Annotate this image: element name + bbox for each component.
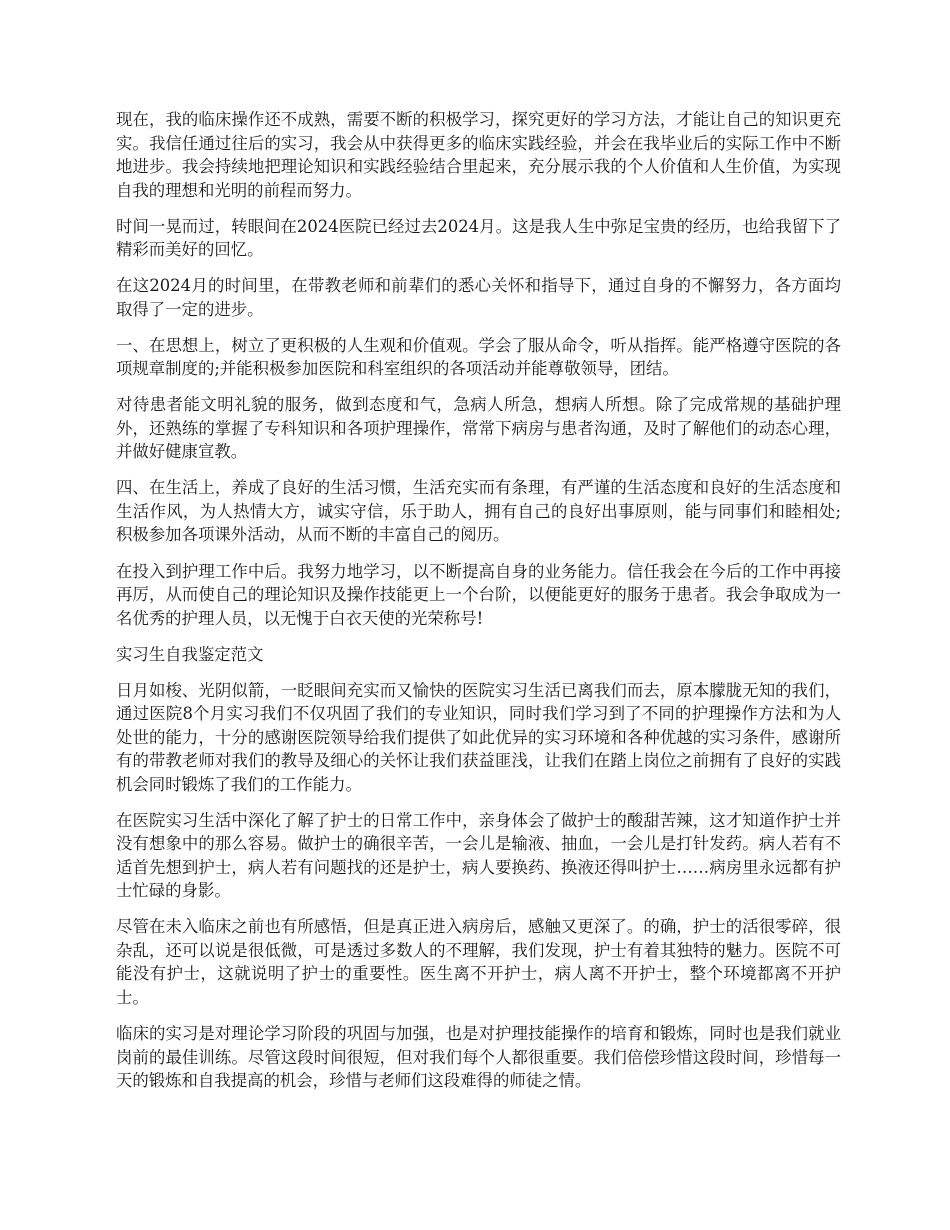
paragraph: 在这2024月的时间里，在带教老师和前辈们的悉心关怀和指导下，通过自身的不懈努力，各方面均取得了一定的进步。 (116, 276, 841, 319)
paragraph: 在投入到护理工作中后。我努力地学习，以不断提高自身的业务能力。信任我会在今后的工作中再接再厉，从而使自己的理论知识及操作技能更上一个台阶，以便能更好的服务于患者。我会争取成为一名优秀的护理人员，以无愧于白衣天使的光荣称号! (116, 561, 841, 628)
document-body (116, 108, 841, 1105)
paragraph: 四、在生活上，养成了良好的生活习惯，生活充实而有条理，有严谨的生活态度和良好的生活态度和生活作风，为人热情大方，诚实守信，乐于助人，拥有自己的良好出事原则，能与同事们和睦相处;积极参加各项课外活动，从而不断的丰富自己的阅历。 (116, 478, 841, 545)
paragraph: 临床的实习是对理论学习阶段的巩固与加强，也是对护理技能操作的培育和锻炼，同时也是我们就业岗前的最佳训练。尽管这段时间很短，但对我们每个人都很重要。我们倍偿珍惜这段时间，珍惜每一天的锻炼和自我提高的机会，珍惜与老师们这段难得的师徒之情。 (116, 1024, 841, 1091)
paragraph: 尽管在未入临床之前也有所感悟，但是真正进入病房后，感触又更深了。的确，护士的活很零碎，很杂乱，还可以说是很低微，可是透过多数人的不理解，我们发现，护士有着其独特的魅力。医院不可能没有护士，这就说明了护士的重要性。医生离不开护士，病人离不开护士，整个环境都离不开护士。 (116, 917, 841, 1007)
paragraph: 现在，我的临床操作还不成熟，需要不断的积极学习，探究更好的学习方法，才能让自己的知识更充实。我信任通过往后的实习，我会从中获得更多的临床实践经验，并会在我毕业后的实际工作中不断地进步。我会持续地把理论知识和实践经验结合里起来，充分展示我的个人价值和人生价值，为实现自我的理想和光明的前程而努力。 (116, 110, 841, 200)
section-heading: 实习生自我鉴定范文 (116, 644, 264, 664)
paragraph: 对待患者能文明礼貌的服务，做到态度和气，急病人所急，想病人所想。除了完成常规的基础护理外，还熟练的掌握了专科知识和各项护理操作，常常下病房与患者沟通，及时了解他们的动态心理，并做好健康宣教。 (116, 395, 841, 462)
paragraph: 时间一晃而过，转眼间在2024医院已经过去2024月。这是我人生中弥足宝贵的经历，也给我留下了精彩而美好的回忆。 (116, 216, 841, 260)
paragraph: 一、在思想上，树立了更积极的人生观和价值观。学会了服从命令，听从指挥。能严格遵守医院的各项规章制度的;并能积极参加医院和科室组织的各项活动并能尊敬领导，团结。 (116, 335, 841, 379)
paragraph: 在医院实习生活中深化了解了护士的日常工作中，亲身体会了做护士的酸甜苦辣，这才知道作护士并没有想象中的那么容易。做护士的确很辛苦，一会儿是输液、抽血，一会儿是打针发药。病人若有不适首先想到护士，病人若有问题找的还是护士，病人要换药、换液还得叫护士……病房里永远都有护士忙碌的身影。 (116, 810, 841, 901)
paragraph: 日月如梭、光阴似箭，一眨眼间充实而又愉快的医院实习生活已离我们而去，原本朦胧无知的我们，通过医院8个月实习我们不仅巩固了我们的专业知识，同时我们学习到了不同的护理操作方法和为人处世的能力，十分的感谢医院领导给我们提供了如此优异的实习环境和各种优越的实习条件，感谢所有的带教老师对我们的教导及细心的关怀让我们获益匪浅，让我们在踏上岗位之前拥有了良好的实践机会同时锻炼了我们的工作能力。 (116, 680, 841, 794)
